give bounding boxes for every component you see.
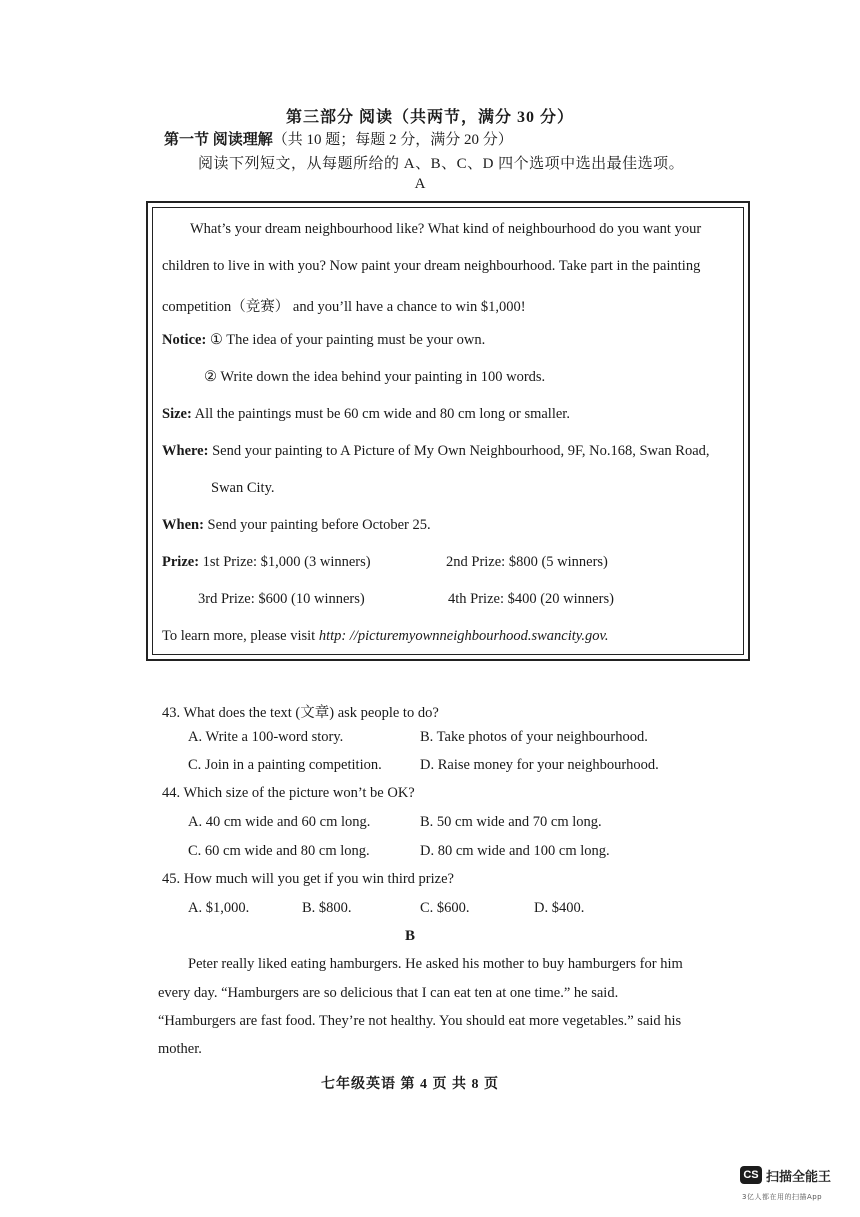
option-45-c[interactable]: C. $600. [420, 900, 470, 916]
section-label: 第一节 阅读理解 [164, 132, 273, 148]
size-row [162, 406, 570, 423]
option-43-c[interactable]: C. Join in a painting competition. [188, 757, 382, 773]
where-text: Send your painting to A Picture of My Own Neighbourhood, 9F, No.168, Swan Road, [212, 443, 710, 459]
where-label: Where: [162, 443, 209, 459]
camscanner-logo-icon: CS [740, 1166, 762, 1184]
passage-a-line: competition（竞赛） and you’ll have a chance to win $1,000! [162, 299, 526, 315]
prize-first: 1st Prize: $1,000 (3 winners) [202, 554, 371, 570]
size-text: All the paintings must be 60 cm wide and 80 cm long or smaller. [194, 406, 570, 422]
instruction: 阅读下列短文，从每题所给的 A、B、C、D 四个选项中选出最佳选项。 [198, 156, 685, 172]
passage-b-label: B [404, 928, 415, 944]
when-row [162, 517, 431, 534]
option-43-a[interactable]: A. Write a 100-word story. [188, 729, 344, 745]
passage-a-box [146, 201, 750, 661]
website-url[interactable]: http: //picturemyownneighbourhood.swancity.gov. [318, 628, 609, 644]
passage-a-label: A [414, 176, 426, 192]
prize-second: 2nd Prize: $800 (5 winners) [446, 554, 608, 570]
when-text: Send your painting before October 25. [207, 517, 431, 533]
passage-b-line: Peter really liked eating hamburgers. He asked his mother to buy hamburgers for him [188, 956, 683, 972]
watermark-name: 扫描全能王 [766, 1170, 832, 1185]
size-label: Size: [162, 406, 192, 422]
prize-fourth: 4th Prize: $400 (20 winners) [448, 591, 614, 607]
prize-row [162, 554, 371, 571]
passage-a-line: What’s your dream neighbourhood like? What kind of neighbourhood do you want your [190, 221, 702, 237]
notice-item: ① The idea of your painting must be your own. [209, 332, 486, 348]
option-45-d[interactable]: D. $400. [534, 900, 585, 916]
watermark-tagline: 3亿人都在用的扫描App [742, 1193, 823, 1201]
section-detail: （共 10 题；每题 2 分，满分 20 分） [272, 132, 513, 148]
where-text-cont: Swan City. [211, 480, 275, 496]
question-stem-43: 43. What does the text (文章) ask people to do? [162, 705, 439, 721]
option-43-d[interactable]: D. Raise money for your neighbourhood. [420, 757, 659, 773]
prize-label: Prize: [162, 554, 200, 570]
learn-more-row [162, 628, 609, 645]
page-footer: 七年级英语 第 4 页 共 8 页 [321, 1077, 499, 1092]
passage-b-line: “Hamburgers are fast food. They’re not healthy. You should eat more vegetables.” said his [158, 1013, 682, 1029]
prize-third: 3rd Prize: $600 (10 winners) [198, 591, 365, 607]
option-44-a[interactable]: A. 40 cm wide and 60 cm long. [188, 814, 371, 830]
learn-more-text: To learn more, please visit [162, 628, 319, 644]
question-stem-44: 44. Which size of the picture won’t be OK? [162, 785, 415, 801]
notice-label: Notice: [162, 332, 207, 348]
passage-a-line: children to live in with you? Now paint your dream neighbourhood. Take part in the painting [162, 258, 701, 274]
passage-b-line: mother. [158, 1041, 202, 1057]
when-label: When: [162, 517, 204, 533]
section-title [164, 128, 513, 149]
notice-item: ② Write down the idea behind your painting in 100 words. [204, 369, 546, 385]
option-44-b[interactable]: B. 50 cm wide and 70 cm long. [420, 814, 602, 830]
passage-b-line: every day. “Hamburgers are so delicious that I can eat ten at one time.” he said. [158, 985, 619, 1001]
option-43-b[interactable]: B. Take photos of your neighbourhood. [420, 729, 648, 745]
option-44-c[interactable]: C. 60 cm wide and 80 cm long. [188, 843, 370, 859]
part-title: 第三部分 阅读（共两节，满分 30 分） [285, 109, 574, 126]
option-45-a[interactable]: A. $1,000. [188, 900, 250, 916]
option-45-b[interactable]: B. $800. [302, 900, 352, 916]
where-row [162, 443, 710, 460]
option-44-d[interactable]: D. 80 cm wide and 100 cm long. [420, 843, 610, 859]
question-stem-45: 45. How much will you get if you win third prize? [162, 871, 454, 887]
notice-row [162, 332, 485, 349]
